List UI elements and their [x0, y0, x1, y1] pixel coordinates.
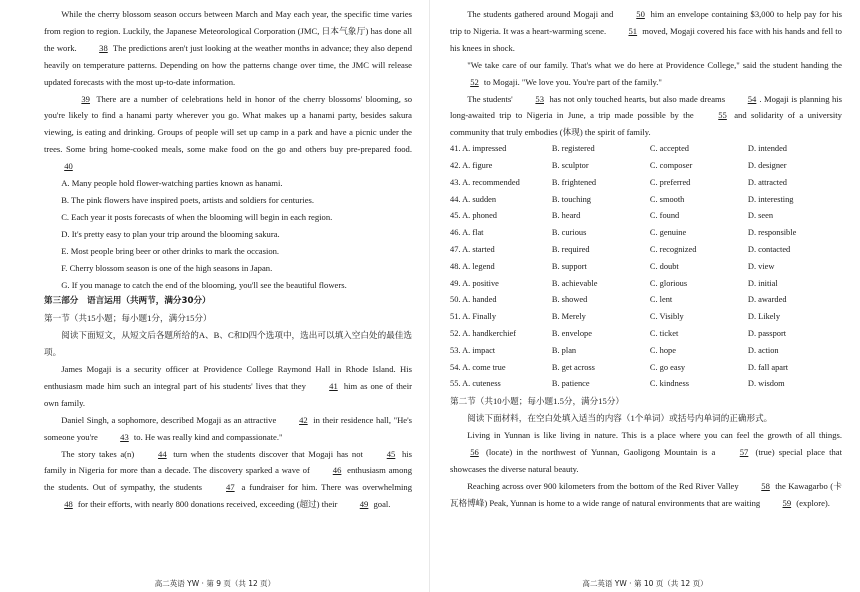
choice-option[interactable]: B. touching: [551, 194, 591, 204]
option-g: G. If you manage to catch the end of the blooming, you'll see the beautiful flowers.: [61, 279, 347, 290]
blank-41[interactable]: 41: [329, 380, 338, 391]
choice-row: [450, 242, 842, 259]
choice-option[interactable]: C. composer: [649, 161, 693, 171]
blank-44[interactable]: 44: [158, 448, 167, 459]
choice-option[interactable]: 49. A. positive: [450, 278, 499, 288]
blank-49[interactable]: 49: [359, 499, 369, 510]
choice-option[interactable]: B. envelope: [551, 329, 592, 339]
blank-59[interactable]: 59: [782, 497, 792, 508]
choice-row: [450, 309, 842, 326]
page-10: [430, 0, 860, 592]
choice-option[interactable]: C. found: [649, 211, 680, 221]
choice-option[interactable]: 46. A. flat: [450, 228, 484, 238]
section-instruction: 阅读下面短文，从短文后各题所给的A、B、C和D四个选项中，选出可以填入空白处的最佳选项。: [44, 330, 412, 358]
paragraph: "We take care of our family. That's what we do here at Providence College," said the student handing the 52 to Mogaji. "We love you. You're part of the family.": [450, 57, 842, 91]
choice-option[interactable]: B. sculptor: [551, 161, 589, 171]
choice-option[interactable]: 51. A. Finally: [450, 312, 497, 322]
choice-option[interactable]: B. Merely: [551, 312, 586, 322]
choice-option[interactable]: 54. A. come true: [450, 362, 506, 372]
section-instruction: 阅读下面材料，在空白处填入适当的内容（1个单词）或括号内单词的正确形式。: [467, 413, 773, 424]
paragraph: The students' 53 has not only touched hearts, but also made dreams 54 . Mogaji is planning his long-awaited trip to Nigeria in June, a trip made possible by the 55 and solidarity of a university community that truly embodies (体现) the spirit of family.: [450, 91, 842, 142]
choice-option[interactable]: D. responsible: [747, 228, 797, 238]
choice-option[interactable]: 44. A. sudden: [450, 194, 497, 204]
choice-option[interactable]: D. initial: [747, 278, 778, 288]
choice-table: [450, 141, 842, 393]
blank-39[interactable]: 39: [81, 93, 90, 104]
choice-option[interactable]: 50. A. handed: [450, 295, 497, 305]
blank-47[interactable]: 47: [226, 482, 235, 493]
choice-option[interactable]: B. curious: [551, 228, 587, 238]
choice-row: [450, 326, 842, 343]
option-d: D. It's pretty easy to plan your trip around the blooming sakura.: [61, 228, 280, 239]
paragraph: Reaching across over 900 kilometers from the bottom of the Red River Valley 58 the Kawagarbo (卡瓦格博峰) Peak, Yunnan is home to a wide range of natural environments that are waiting 59 (explore).: [450, 478, 842, 512]
choice-option[interactable]: B. registered: [551, 144, 595, 154]
choice-option[interactable]: D. action: [747, 345, 779, 355]
choice-option[interactable]: D. contacted: [747, 245, 791, 255]
paragraph: Daniel Singh, a sophomore, described Mogaji as an attractive 42 in their residence hall, "He's someone you're 43 to. He was really kind and compassionate.": [44, 412, 412, 446]
choice-option[interactable]: D. Likely: [747, 312, 781, 322]
choice-option[interactable]: D. designer: [747, 161, 787, 171]
choice-option[interactable]: D. attracted: [747, 177, 787, 187]
choice-row: [450, 259, 842, 276]
paragraph: The students gathered around Mogaji and 50 him an envelope containing $3,000 to help pay for his trip to Nigeria. It was a heart-warming scene. 51 moved, Mogaji covered his face with his hands and fell to his knees in shock.: [450, 6, 842, 57]
choice-row: [450, 292, 842, 309]
choice-option[interactable]: C. ticket: [649, 329, 679, 339]
choice-row: [450, 225, 842, 242]
blank-54[interactable]: 54: [747, 93, 757, 104]
blank-55[interactable]: 55: [718, 110, 727, 121]
choice-option[interactable]: C. glorious: [649, 278, 688, 288]
blank-56[interactable]: 56: [470, 446, 479, 457]
option-a: A. Many people hold flower-watching parties known as hanami.: [61, 178, 283, 189]
choice-option[interactable]: B. plan: [551, 345, 577, 355]
part-heading: 第三部分 语言运用（共两节，满分30分）: [44, 296, 211, 307]
choice-option[interactable]: B. showed: [551, 295, 588, 305]
choice-option[interactable]: 43. A. recommended: [450, 177, 520, 187]
section-heading: 第二节（共10小题；每小题1.5分，满分15分）: [450, 396, 625, 407]
choice-option[interactable]: B. support: [551, 261, 587, 271]
option-list: [44, 175, 412, 293]
choice-option[interactable]: D. view: [747, 261, 775, 271]
blank-43[interactable]: 43: [120, 431, 129, 442]
choice-row: [450, 208, 842, 225]
choice-option[interactable]: 42. A. figure: [450, 161, 493, 171]
blank-38[interactable]: 38: [99, 42, 108, 53]
blank-45[interactable]: 45: [386, 448, 396, 459]
choice-option[interactable]: C. Visibly: [649, 312, 684, 322]
choice-row: [450, 360, 842, 377]
paragraph: The story takes a(n) 44 turn when the students discover that Mogaji has not 45 his family in Nigeria for more than a decade. The discovery sparked a wave of 46 enthusiasm among the students. Out of sympathy, the students 47 a fundraiser for him. There was overwhelming 48 for their efforts, with nearly 800 donations received, exceeding (超过) their 49 goal.: [44, 446, 412, 514]
choice-option[interactable]: C. accepted: [649, 144, 689, 154]
choice-option[interactable]: 41. A. impressed: [450, 144, 507, 154]
choice-option[interactable]: 52. A. handkerchief: [450, 329, 517, 339]
choice-option[interactable]: 45. A. phoned: [450, 211, 497, 221]
choice-option[interactable]: D. seen: [747, 211, 774, 221]
choice-option[interactable]: C. doubt: [649, 261, 679, 271]
choice-option[interactable]: D. interesting: [747, 194, 794, 204]
choice-row: [450, 343, 842, 360]
choice-row: [450, 192, 842, 209]
section-heading: 第一节（共15小题；每小题1分，满分15分）: [44, 313, 212, 324]
choice-row: [450, 175, 842, 192]
choice-option[interactable]: C. go easy: [649, 362, 686, 372]
choice-option[interactable]: 48. A. legend: [450, 261, 495, 271]
choice-option[interactable]: B. patience: [551, 379, 590, 389]
option-b: B. The pink flowers have inspired poets, artists and soldiers for centuries.: [61, 194, 315, 205]
choice-option[interactable]: B. required: [551, 245, 590, 255]
choice-option[interactable]: D. passport: [747, 329, 787, 339]
choice-row: [450, 141, 842, 158]
page-footer: 高二英语 YW · 第 9 页（共 12 页）: [154, 579, 276, 588]
blank-42[interactable]: 42: [299, 414, 308, 425]
choice-option[interactable]: C. preferred: [649, 177, 691, 187]
choice-row: [450, 276, 842, 293]
choice-row: [450, 376, 842, 393]
blank-58[interactable]: 58: [761, 480, 770, 491]
choice-option[interactable]: 55. A. cuteness: [450, 379, 501, 389]
blank-46[interactable]: 46: [332, 465, 342, 476]
blank-48[interactable]: 48: [64, 499, 73, 510]
choice-option[interactable]: C. hope: [649, 345, 676, 355]
paragraph: While the cherry blossom season occurs between March and May each year, the specific time varies from region to region. Luckily, the Japanese Meteorological Corporation (JMC, 日本气象厅) has done all the work. 38 The predictions aren't just looking at the weather months in advance; they also depend heavily on temperature patterns. Depending on how the patterns change over time, the JMC will release updated forecasts with the most up-to-date information.: [44, 9, 412, 87]
option-c: C. Each year it posts forecasts of when the blooming will begin in each region.: [61, 211, 333, 222]
choice-option[interactable]: C. smooth: [649, 194, 685, 204]
blank-50[interactable]: 50: [636, 9, 645, 19]
choice-option[interactable]: D. awarded: [747, 295, 787, 305]
choice-option[interactable]: D. intended: [747, 144, 787, 154]
choice-option[interactable]: D. wisdom: [747, 379, 785, 389]
choice-option[interactable]: C. kindness: [649, 379, 689, 389]
blank-57[interactable]: 57: [739, 446, 749, 457]
choice-option[interactable]: 47. A. started: [450, 245, 495, 255]
blank-40[interactable]: 40: [64, 161, 73, 172]
choice-option[interactable]: C. genuine: [649, 228, 687, 238]
choice-option[interactable]: C. lent: [649, 295, 673, 305]
choice-option[interactable]: B. get across: [551, 362, 595, 372]
choice-option[interactable]: C. recognized: [649, 245, 697, 255]
option-f: F. Cherry blossom season is one of the high seasons in Japan.: [61, 262, 273, 273]
paragraph: 39 There are a number of celebrations held in honor of the cherry blossoms' blooming, so you're likely to find a hanami party wherever you go. What makes up a hanami party, besides sakura viewing, is eating and drinking. Groups of people will set up camp in a park and have a picnic under the trees. Some bring home-cooked meals, some make food on the go and others buy pre-prepared food. 40: [44, 91, 412, 176]
choice-option[interactable]: 53. A. impact: [450, 345, 496, 355]
blank-52[interactable]: 52: [470, 76, 479, 87]
choice-option[interactable]: D. fall apart: [747, 362, 789, 372]
blank-53[interactable]: 53: [535, 93, 544, 104]
paragraph: Living in Yunnan is like living in nature. This is a place where you can feel the growth of all things. 56 (locate) in the northwest of Yunnan, Gaoligong Mountain is a 57 (true) special place that showcases the diverse natural beauty.: [450, 430, 842, 474]
choice-row: [450, 158, 842, 175]
choice-option[interactable]: B. heard: [551, 211, 581, 221]
page-footer: 高二英语 YW · 第 10 页（共 12 页）: [582, 579, 708, 588]
blank-51[interactable]: 51: [628, 25, 638, 36]
choice-option[interactable]: B. frightened: [551, 177, 597, 187]
option-e: E. Most people bring beer or other drinks to mark the occasion.: [61, 245, 280, 256]
paragraph: James Mogaji is a security officer at Providence College Raymond Hall in Rhode Island. His enthusiasm made him such an integral part of his students' lives that they 41 him as one of their own family.: [44, 364, 412, 408]
choice-option[interactable]: B. achievable: [551, 278, 598, 288]
